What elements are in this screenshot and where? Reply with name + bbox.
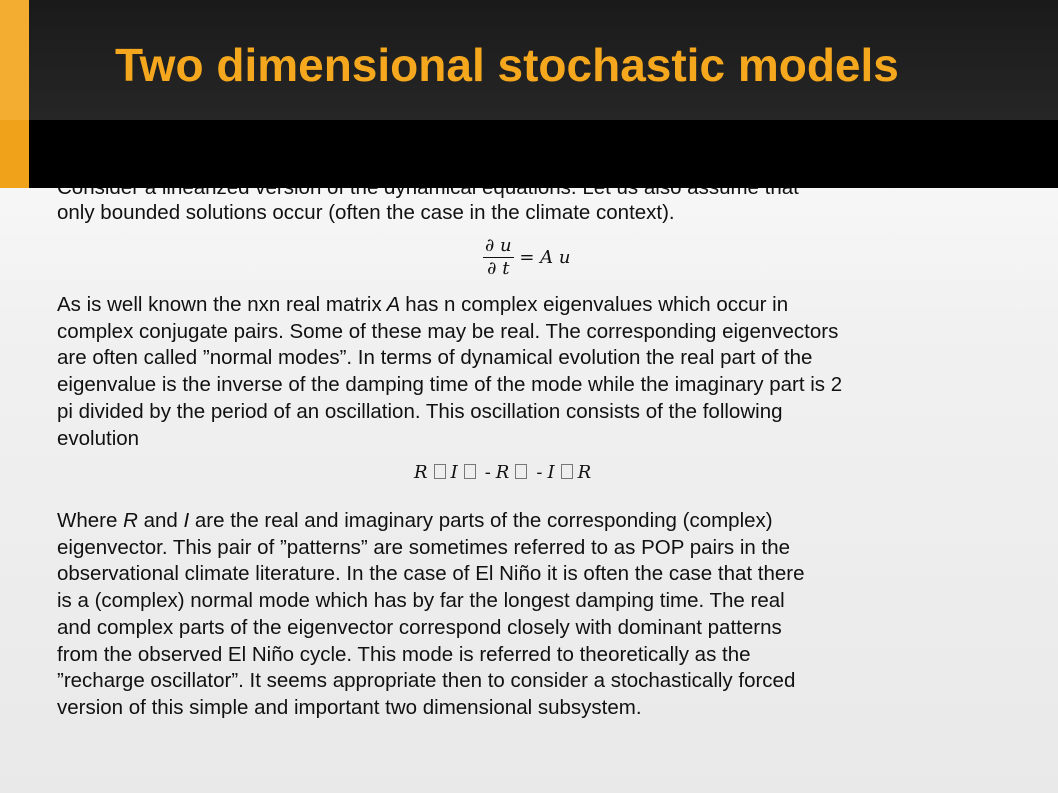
paragraph-line: are often called ”normal modes”. In terms of dynamical evolution the real part of the [57,346,813,370]
eigenvalue-paragraph [57,292,1017,452]
paragraph-line: Where R and I are the real and imaginary parts of the corresponding (complex) [57,509,773,532]
paragraph-line: evolution [57,426,140,450]
eq-term: R [495,462,511,483]
math-symbol: R [123,509,138,532]
eq-term: R [414,462,429,483]
paragraph-line: pi divided by the period of an oscillation. This oscillation consists of the following [57,399,783,423]
intro-paragraph [57,200,1017,227]
paragraph-line: is a (complex) normal mode which has by far the longest damping time. The real [57,589,785,613]
pop-paragraph [57,508,1017,722]
missing-glyph-box [515,464,527,479]
intro-line: only bounded solutions occur (often the case in the climate context). [57,201,675,224]
equation-numerator: ∂ u [485,235,512,256]
missing-glyph-box [464,464,476,479]
eq-term: I [450,462,459,483]
paragraph-line: eigenvector. This pair of ”patterns” are sometimes referred to as POP pairs in the [57,535,791,559]
paragraph-line: As is well known the nxn real matrix A has n complex eigenvalues which occur in [57,293,789,316]
derivative-fraction [483,235,514,280]
oscillation-equation [414,462,592,483]
math-symbol: A [381,293,406,316]
math-symbol: I [183,509,190,532]
eq-operator: - [536,462,544,483]
slide-title: Two dimensional stochastic models [115,39,899,91]
eq-term: I [547,462,556,483]
paragraph-line: ”recharge oscillator”. It seems appropriate then to consider a stochastically forced [57,669,796,693]
paragraph-line: observational climate literature. In the case of El Niño it is often the case that there [57,562,805,586]
differential-equation [483,235,570,280]
equation-denominator: ∂ t [487,258,510,279]
paragraph-line: version of this simple and important two dimensional subsystem. [57,695,642,719]
paragraph-line: and complex parts of the eigenvector correspond closely with dominant patterns [57,615,782,639]
slide-header [0,0,1058,188]
paragraph-line: from the observed El Niño cycle. This mode is referred to theoretically as the [57,642,751,666]
missing-glyph-box [561,464,573,479]
eq-operator: - [484,462,492,483]
paragraph-line: complex conjugate pairs. Some of these may be real. The corresponding eigenvectors [57,319,839,343]
missing-glyph-box [434,464,446,479]
equation-rhs: = A u [519,247,571,268]
header-accent-bar-highlight [0,0,29,120]
eq-term: R [577,462,593,483]
paragraph-line: eigenvalue is the inverse of the damping time of the mode while the imaginary part is 2 [57,373,843,397]
